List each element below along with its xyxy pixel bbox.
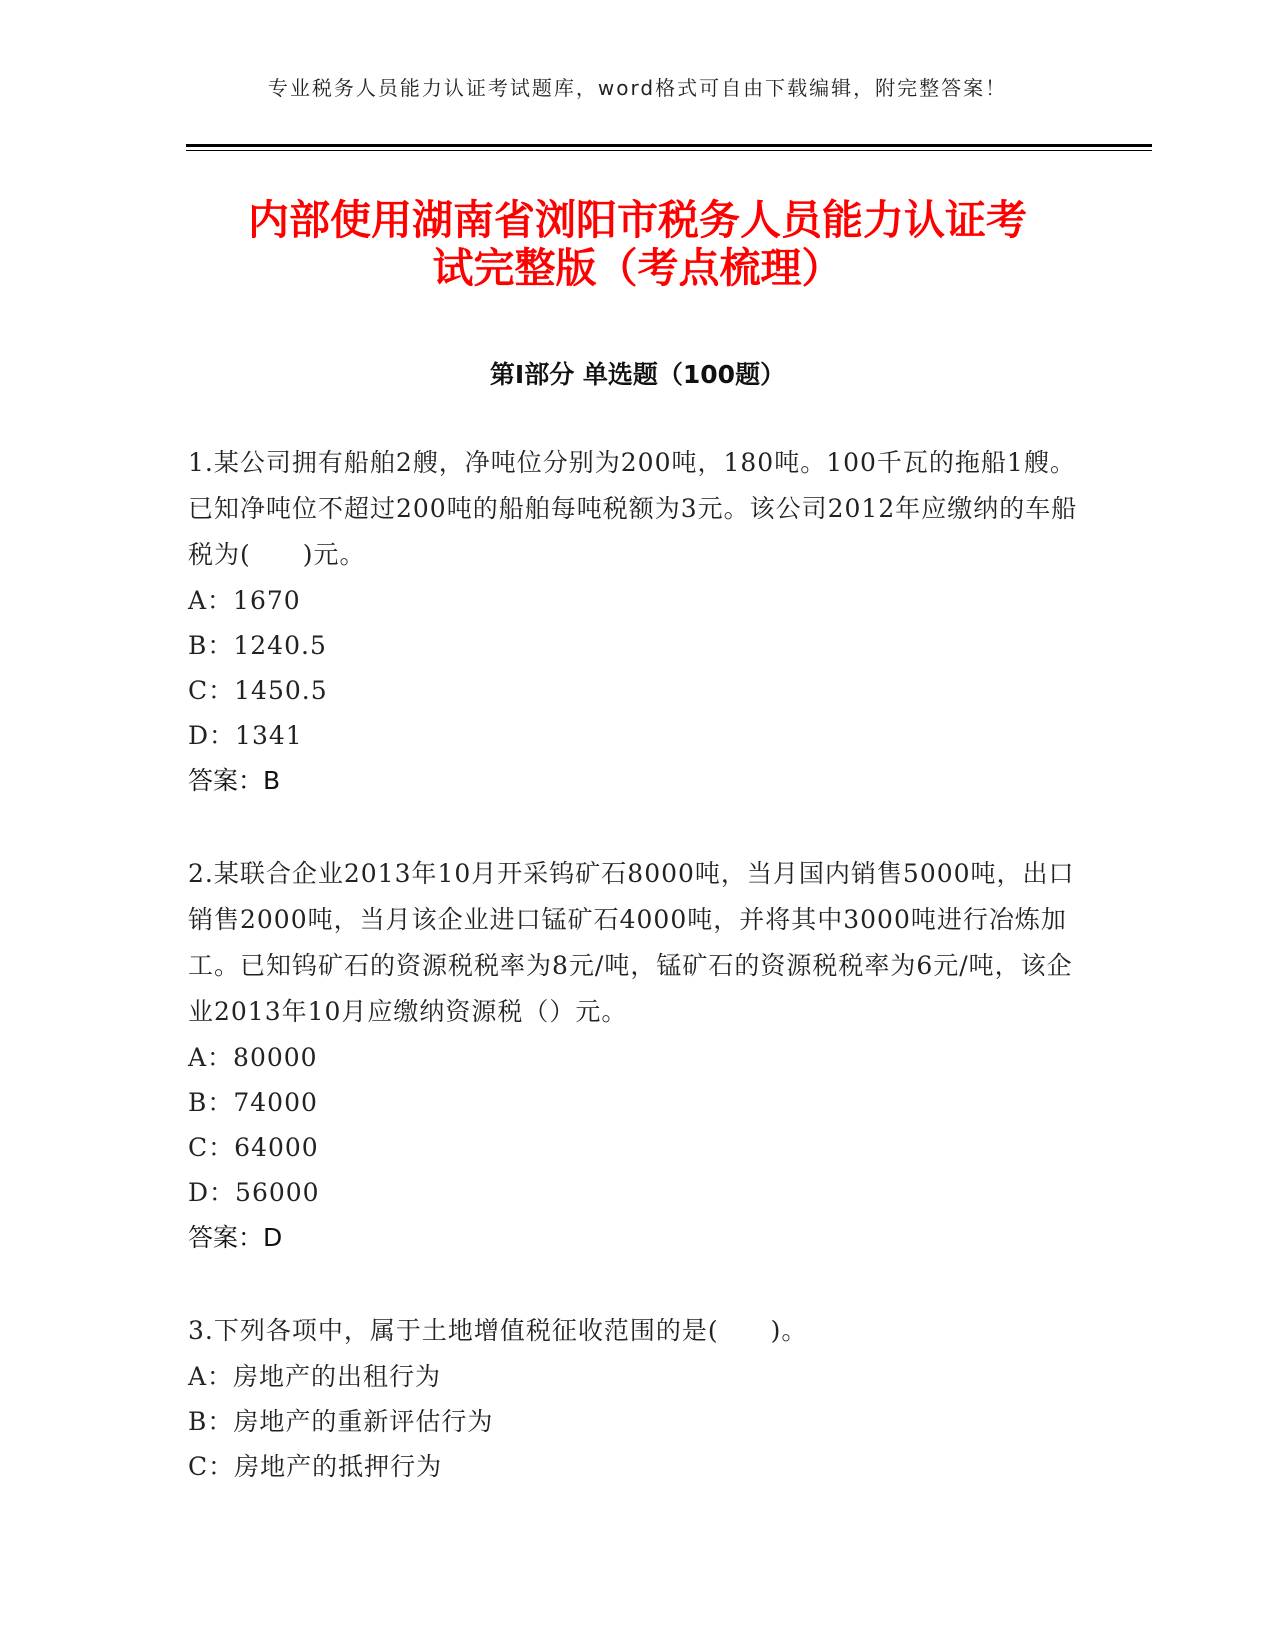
question-3 bbox=[188, 1308, 1088, 1489]
question-stem: 1.某公司拥有船舶2艘，净吨位分别为200吨，180吨。100千瓦的拖船1艘。已知净吨位不超过200吨的船舶每吨税额为3元。该公司2012年应缴纳的车船税为( )元。 bbox=[188, 448, 1078, 569]
option-d: D：56000 bbox=[188, 1178, 320, 1207]
header-rule-thin bbox=[186, 150, 1152, 151]
document-title bbox=[170, 196, 1105, 292]
option-c: C：1450.5 bbox=[188, 676, 328, 705]
document-title-line-2: 试完整版（考点梳理） bbox=[432, 244, 843, 292]
document-title-line-1: 内部使用湖南省浏阳市税务人员能力认证考 bbox=[248, 196, 1027, 244]
question-stem: 2.某联合企业2013年10月开采钨矿石8000吨，当月国内销售5000吨，出口销售2000吨，当月该企业进口锰矿石4000吨，并将其中3000吨进行冶炼加工。已知钨矿石的资源税税率为8元/吨，锰矿石的资源税税率为6元/吨，该企业2013年10月应缴纳资源税（）元。 bbox=[188, 859, 1075, 1026]
answer: 答案：D bbox=[188, 1223, 283, 1252]
header-rule-thick bbox=[186, 144, 1152, 147]
option-a: A：房地产的出租行为 bbox=[188, 1362, 442, 1391]
section-heading: 第Ⅰ部分 单选题（100题） bbox=[489, 360, 786, 389]
question-list bbox=[188, 440, 1088, 1537]
option-a: A：80000 bbox=[188, 1043, 318, 1072]
option-b: B：1240.5 bbox=[188, 631, 327, 660]
header-note: 专业税务人员能力认证考试题库，word格式可自由下载编辑，附完整答案！ bbox=[267, 76, 1008, 100]
answer: 答案：B bbox=[188, 766, 281, 795]
question-2 bbox=[188, 851, 1088, 1260]
option-c: C：64000 bbox=[188, 1133, 319, 1162]
question-stem: 3.下列各项中，属于土地增值税征收范围的是( )。 bbox=[188, 1316, 808, 1345]
question-1 bbox=[188, 440, 1088, 803]
option-d: D：1341 bbox=[188, 721, 303, 750]
option-a: A：1670 bbox=[188, 586, 301, 615]
option-c: C：房地产的抵押行为 bbox=[188, 1452, 443, 1481]
option-b: B：房地产的重新评估行为 bbox=[188, 1407, 494, 1436]
option-b: B：74000 bbox=[188, 1088, 318, 1117]
